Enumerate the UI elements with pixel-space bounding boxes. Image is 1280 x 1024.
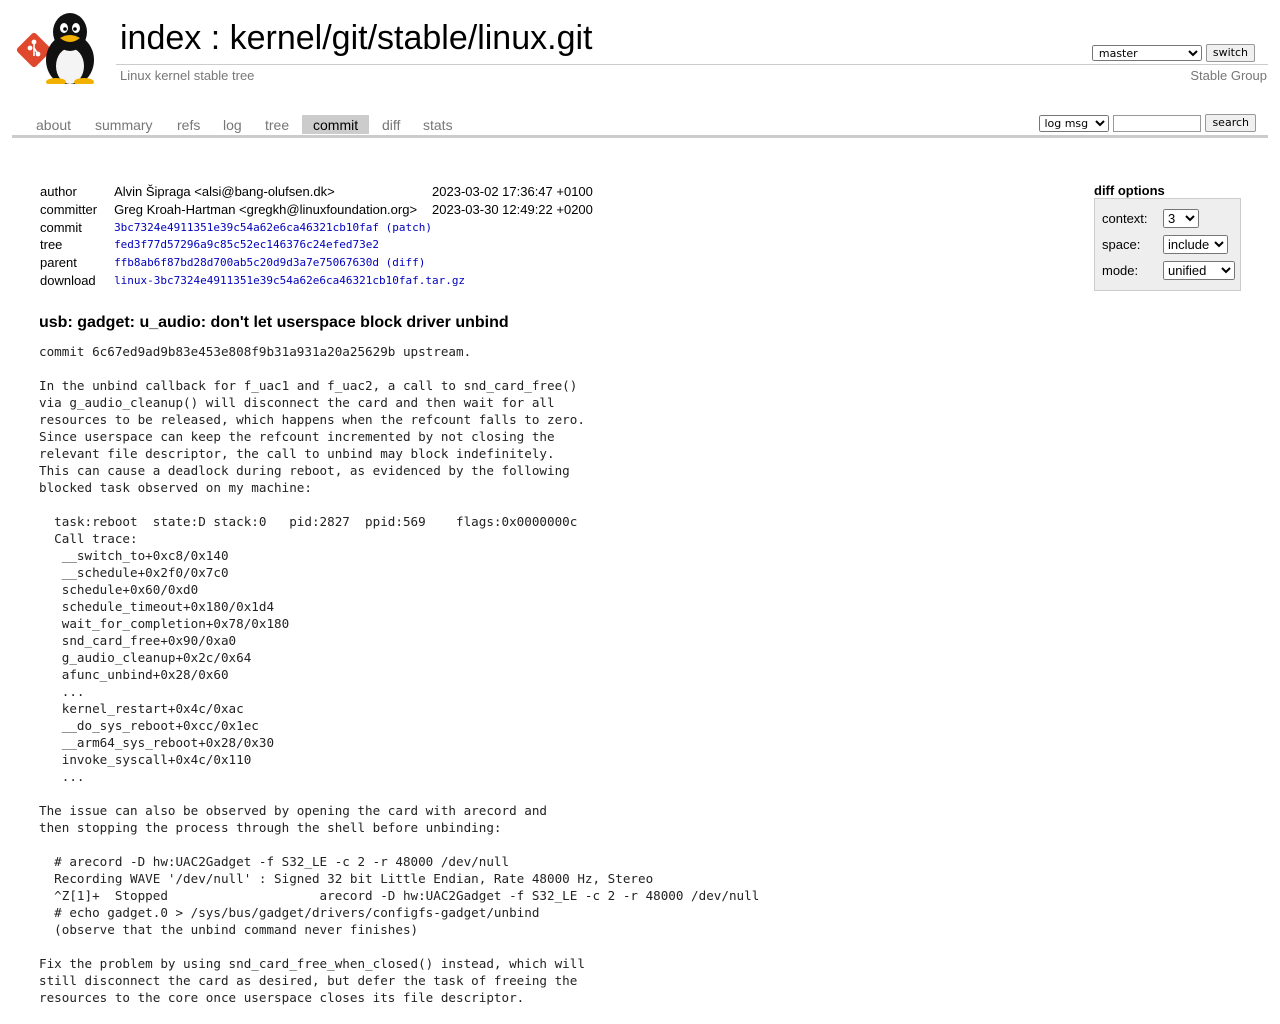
mode-row: [1102, 261, 1235, 280]
author-value: Alvin Šipraga <alsi@bang-olufsen.dk>: [114, 184, 335, 200]
committer-value: Greg Kroah-Hartman <gregkh@linuxfoundation.org>: [114, 202, 418, 218]
tree-label: tree: [40, 237, 63, 253]
committer-row: [36, 201, 597, 219]
switch-button[interactable]: switch: [1206, 44, 1255, 62]
commit-subject: usb: gadget: u_audio: don't let userspace block driver unbind: [39, 314, 509, 331]
download-link[interactable]: linux-3bc7324e4911351e39c54a62e6ca46321cb10faf.tar.gz: [114, 273, 466, 287]
tab-commit[interactable]: commit: [302, 115, 369, 134]
branch-select[interactable]: [1092, 45, 1202, 61]
author-date: 2023-03-02 17:36:47 +0100: [432, 184, 593, 200]
header-divider: [116, 64, 1268, 65]
tree-hash-link[interactable]: fed3f77d57296a9c85c52ec146376c24efed73e2: [114, 238, 379, 252]
space-row: [1102, 235, 1228, 254]
repo-owner: Stable Group: [1190, 68, 1267, 83]
repo-link[interactable]: kernel/git/stable/linux.git: [229, 19, 593, 57]
diff-options-panel: [1094, 198, 1241, 291]
space-label: space:: [1102, 237, 1141, 252]
tab-log[interactable]: log: [223, 117, 242, 133]
tab-diff[interactable]: diff: [382, 117, 401, 133]
parent-hash-link[interactable]: ffb8ab6f87bd28d700ab5c20d9d3a7e75067630d: [114, 256, 379, 270]
parent-row: [36, 254, 597, 272]
commit-hash-cell: [110, 218, 597, 236]
tree-hash-cell: [110, 236, 597, 254]
tab-stats[interactable]: stats: [423, 117, 453, 133]
committer-date: 2023-03-30 12:49:22 +0200: [432, 202, 593, 218]
tab-about[interactable]: about: [36, 117, 72, 133]
download-cell: [110, 271, 597, 289]
parent-label: parent: [40, 255, 77, 271]
search-button[interactable]: search: [1205, 114, 1256, 132]
repo-description: Linux kernel stable tree: [120, 68, 255, 83]
branch-switch-form: [1092, 44, 1255, 62]
context-row: [1102, 209, 1199, 228]
commit-message: commit 6c67ed9ad9b83e453e808f9b31a931a20a25629b upstream. In the unbind callback for f_uac1 and f_uac2, a call to snd_card_free() via g_audio_cleanup() will disconnect the card and then wait for all resources to be released, which happens when the refcount falls to zero. Since userspace can keep the refcount incremented by not closing the relevant file descriptor, the call to unbind may block indefinitely. This can cause a deadlock during reboot, as evidenced by the following blocked task observed on my machine: task:reboot state:D stack:0 pid:2827 ppid:569 flags:0x0000000c Call trace: __switch_to+0xc8/0x140 __schedule+0x2f0/0x7c0 schedule+0x60/0xd0 schedule_timeout+0x180/0x1d4 wait_for_completion+0x78/0x180 snd_card_free+0x90/0xa0 g_audio_cleanup+0x2c/0x64 afunc_unbind+0x28/0x60 ... kernel_restart+0x4c/0xac __do_sys_reboot+0xcc/0x1ec __arm64_sys_reboot+0x28/0x30 invoke_syscall+0x4c/0x110 ... The issue can also be observed by opening the card with arecord and then stopping the process through the shell before unbinding: # arecord -D hw:UAC2Gadget -f S32_LE -c 2 -r 48000 /dev/null Recording WAVE '/dev/null' : Signed 32 bit Little Endian, Rate 48000 Hz, Stereo ^Z[1]+ Stopped arecord -D hw:UAC2Gadget -f S32_LE -c 2 -r 48000 /dev/null # echo gadget.0 > /sys/bus/gadget/drivers/configfs-gadget/unbind (observe that the unbind command never finishes) Fix the problem by using snd_card_free_when_closed() instead, which will still disconnect the card as desired, but defer the task of freeing the resources to the core once userspace closes its file descriptor.: [39, 344, 760, 1005]
search-form: [1039, 114, 1256, 132]
context-label: context:: [1102, 211, 1148, 226]
title-separator: :: [201, 19, 230, 57]
committer-label: committer: [40, 202, 98, 218]
search-input[interactable]: [1113, 115, 1201, 132]
page-title: [120, 16, 593, 60]
author-row: [36, 183, 597, 201]
tree-row: [36, 236, 597, 254]
commit-row: [36, 218, 597, 236]
mode-label: mode:: [1102, 263, 1139, 278]
parent-hash-cell: [110, 254, 597, 272]
tab-refs[interactable]: refs: [177, 117, 201, 133]
parent-diff-link[interactable]: (diff): [385, 256, 426, 270]
mode-select[interactable]: [1163, 261, 1235, 280]
commit-label: commit: [40, 219, 82, 235]
commit-info-table: [36, 183, 597, 289]
cgit-logo[interactable]: [16, 10, 108, 84]
context-select[interactable]: [1163, 209, 1199, 228]
download-label: download: [40, 272, 96, 288]
index-link[interactable]: index: [120, 19, 202, 57]
tab-tree[interactable]: tree: [265, 117, 290, 133]
author-label: author: [40, 184, 77, 200]
tux-logo-icon: [16, 10, 108, 84]
diff-options-title: diff options: [1094, 183, 1165, 198]
tab-summary[interactable]: summary: [95, 117, 153, 133]
space-select[interactable]: [1163, 235, 1228, 254]
search-scope-select[interactable]: [1039, 115, 1109, 132]
commit-hash-link[interactable]: 3bc7324e4911351e39c54a62e6ca46321cb10faf: [114, 220, 379, 234]
patch-link[interactable]: (patch): [385, 220, 432, 234]
download-row: [36, 271, 597, 289]
